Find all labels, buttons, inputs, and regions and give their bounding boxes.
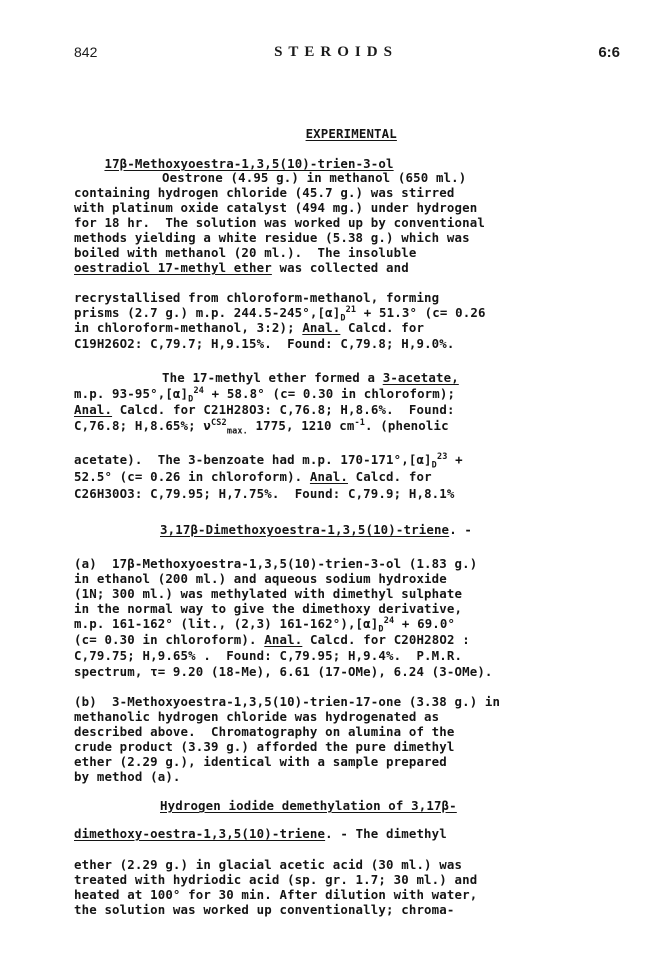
- compound-1-line-6: boiled with methanol (20 ml.). The insoluble: [74, 245, 417, 260]
- calcd-for: Calcd. for: [309, 632, 387, 647]
- compound-1-underlined-name: oestradiol 17-methyl ether: [74, 260, 272, 275]
- compound-1-line-3: with platinum oxide catalyst (494 mg.) under hydrogen: [74, 200, 478, 215]
- benzoate-text: acetate). The 3-benzoate had m.p. 170-171°,[α]: [74, 452, 432, 467]
- acetate-analysis: : C,76.8; H,8.6%. Found:: [264, 402, 455, 417]
- page-number: 842: [74, 44, 98, 60]
- acetate-line-1: [162, 370, 459, 385]
- rotation-sup: 21: [345, 304, 357, 315]
- rotation-sub: D: [340, 313, 346, 324]
- compound-1-formula: C19H26O2: [74, 336, 135, 351]
- acetate-text-1: The 17-methyl ether formed a: [162, 370, 376, 385]
- compound-2b-line-1: (b) 3-Methoxyoestra-1,3,5(10)-trien-17-one (3.38 g.) in: [74, 694, 501, 709]
- rotation-sub: D: [431, 460, 437, 471]
- anal-label: Anal.: [264, 632, 303, 647]
- compound-1-rotation: + 51.3° (c= 0.26: [363, 305, 486, 320]
- plus-sign: +: [455, 452, 463, 467]
- section-heading-text: EXPERIMENTAL: [305, 126, 397, 141]
- compound-2a-formula: C20H28O2: [393, 632, 455, 647]
- compound-1-line-4: for 18 hr. The solution was worked up by conventional: [74, 215, 485, 230]
- volume-number: 6:6: [598, 44, 620, 61]
- demethylation-line-2: treated with hydriodic acid (sp. gr. 1.7; 30 ml.) and: [74, 872, 478, 887]
- compound-1-line-10: [74, 320, 424, 335]
- benzoate-formula: C26H30O3: [74, 486, 135, 501]
- running-title: STEROIDS: [274, 44, 398, 60]
- rotation-sup: 23: [436, 451, 448, 462]
- compound-2a-line-3: (1N; 300 ml.) was methylated with dimethyl sulphate: [74, 586, 463, 601]
- acetate-underlined: 3-acetate,: [382, 370, 459, 385]
- demethylation-title-text-2: dimethoxy-oestra-1,3,5(10)-triene: [74, 826, 326, 841]
- ir-values: 1775, 1210 cm: [255, 418, 355, 433]
- compound-2a-line-7: C,79.75; H,9.65% . Found: C,79.95; H,9.4%. P.M.R.: [74, 648, 463, 663]
- acetate-line-7: [74, 486, 455, 501]
- compound-1-line-8: recrystallised from chloroform-methanol, forming: [74, 290, 440, 305]
- nu-symbol: ν: [203, 418, 212, 433]
- compound-1-analysis: : C,79.7; H,9.15%. Found: C,79.8; H,9.0%.: [134, 336, 455, 351]
- demethylation-line-3: heated at 100° for 30 min. After dilution with water,: [74, 887, 478, 902]
- compound-2b-line-6: by method (a).: [74, 769, 181, 784]
- compound-2a-rotation: + 69.0°: [401, 616, 456, 631]
- acetate-rotation: + 58.8° (c= 0.30 in chloroform);: [211, 386, 456, 401]
- compound-2a-line-4: in the normal way to give the dimethoxy derivative,: [74, 601, 463, 616]
- compound-2a-line-6: [74, 632, 470, 647]
- phenolic-text: . (phenolic: [365, 418, 449, 433]
- compound-1-line-9: [74, 304, 486, 324]
- anal-label: Anal.: [74, 402, 113, 417]
- compound-1-title-text: 17β-Methoxyoestra-1,3,5(10)-trien-3-ol: [104, 156, 394, 171]
- acetate-mp: m.p. 93-95°,[α]: [74, 386, 189, 401]
- acetate-line-6: [74, 469, 432, 484]
- benzoate-analysis: : C,79.95; H,7.75%. Found: C,79.9; H,8.1%: [134, 486, 455, 501]
- acetate-found: C,76.8; H,8.65%;: [74, 418, 196, 433]
- compound-2b-line-4: crude product (3.39 g.) afforded the pure dimethyl: [74, 739, 455, 754]
- demethylation-title-text-1: Hydrogen iodide demethylation of 3,17β-: [160, 798, 457, 813]
- compound-2b-line-3: described above. Chromatography on alumina of the: [74, 724, 455, 739]
- nu-sub: max.: [226, 426, 248, 437]
- compound-2a-line-2: in ethanol (200 ml.) and aqueous sodium hydroxide: [74, 571, 447, 586]
- colon: :: [462, 632, 470, 647]
- demethylation-line-4: the solution was worked up conventionally; chroma-: [74, 902, 455, 917]
- nu-sup: CS2: [211, 417, 227, 428]
- rotation-sup: 24: [193, 385, 204, 396]
- compound-2a-line-1: (a) 17β-Methoxyoestra-1,3,5(10)-trien-3-ol (1.83 g.): [74, 556, 478, 571]
- compound-1-line-5: methods yielding a white residue (5.38 g.) which was: [74, 230, 470, 245]
- calcd-for: Calcd. for: [348, 320, 425, 335]
- compound-2a-line-5: [74, 615, 456, 635]
- acetate-formula: C21H28O3: [203, 402, 265, 417]
- demethylation-line-1: ether (2.29 g.) in glacial acetic acid (30 ml.) was: [74, 857, 463, 872]
- compound-1-line-7: [74, 260, 409, 275]
- compound-2-title-suffix: . -: [449, 522, 473, 537]
- compound-2-title: [160, 522, 472, 537]
- demethylation-title-1: [160, 798, 457, 813]
- compound-1-line-11: [74, 336, 455, 351]
- demethylation-title-2: [74, 826, 447, 841]
- acetate-line-5: [74, 451, 463, 471]
- calcd-for: Calcd. for: [119, 402, 196, 417]
- acetate-line-4: [74, 417, 449, 437]
- compound-1-line-2: containing hydrogen chloride (45.7 g.) was stirred: [74, 185, 455, 200]
- compound-2-title-text: 3,17β-Dimethoxyoestra-1,3,5(10)-triene: [160, 522, 450, 537]
- compound-2b-line-5: ether (2.29 g.), identical with a sample prepared: [74, 754, 447, 769]
- acetate-line-2: [74, 385, 456, 405]
- calcd-for: Calcd. for: [355, 469, 432, 484]
- cm-sup: -1: [354, 417, 366, 428]
- compound-1-line-1: Oestrone (4.95 g.) in methanol (650 ml.): [162, 170, 467, 185]
- compound-2b-line-2: methanolic hydrogen chloride was hydrogenated as: [74, 709, 440, 724]
- rotation-sub: D: [188, 394, 194, 405]
- acetate-line-3: [74, 402, 455, 417]
- demethylation-title-suffix: . - The dimethyl: [325, 826, 447, 841]
- compound-2a-line-8: spectrum, τ= 9.20 (18-Me), 6.61 (17-OMe), 6.24 (3-OMe).: [74, 664, 493, 679]
- rotation-sup: 24: [383, 615, 395, 626]
- compound-1-line-7-text: was collected and: [279, 260, 409, 275]
- compound-1-solvent: in chloroform-methanol, 3:2);: [74, 320, 295, 335]
- compound-1-mp: prisms (2.7 g.) m.p. 244.5-245°,[α]: [74, 305, 341, 320]
- rotation-sub: D: [378, 624, 384, 635]
- anal-label: Anal.: [302, 320, 341, 335]
- compound-2a-conc: (c= 0.30 in chloroform).: [74, 632, 257, 647]
- benzoate-rotation: 52.5° (c= 0.26 in chloroform).: [74, 469, 303, 484]
- anal-label: Anal.: [309, 469, 348, 484]
- compound-2a-mp: m.p. 161-162° (lit., (2,3) 161-162°),[α]: [74, 616, 379, 631]
